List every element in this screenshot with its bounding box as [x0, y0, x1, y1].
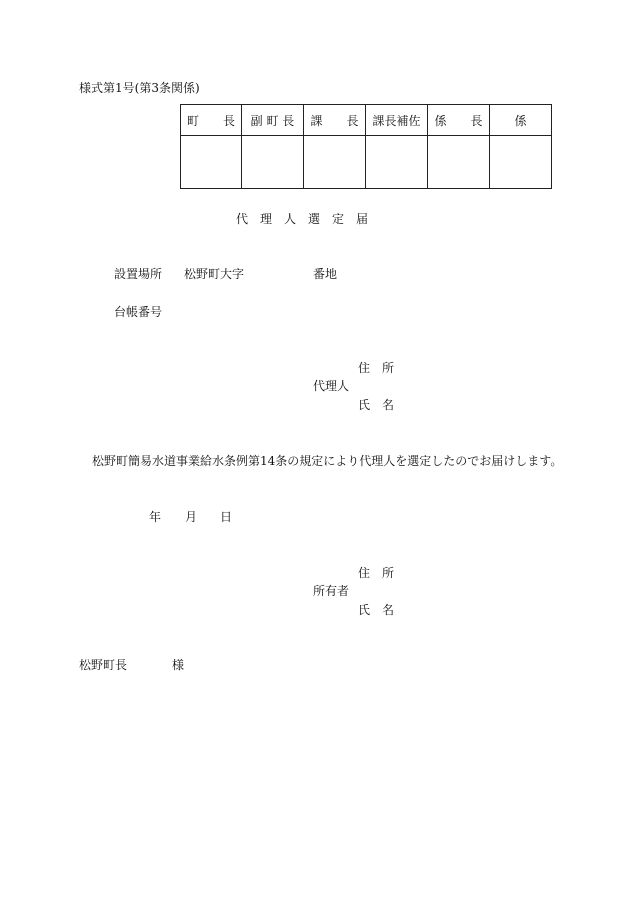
owner-address-label: 住 所 — [358, 566, 395, 580]
approval-seal-row — [181, 136, 552, 189]
approval-header-subsection-chief: 係 長 — [428, 105, 490, 136]
approval-seal-cell — [304, 136, 366, 189]
approval-stamp-table — [180, 104, 552, 189]
approval-header-row — [181, 105, 552, 136]
approval-seal-cell — [490, 136, 552, 189]
date-month: 月 — [185, 510, 198, 524]
date-year: 年 — [149, 510, 162, 524]
location-suffix: 番地 — [313, 267, 338, 281]
approval-header-town-mayor: 町 長 — [181, 105, 242, 136]
form-number: 様式第1号(第3条関係) — [79, 81, 200, 95]
approval-header-deputy-mayor: 副 町 長 — [242, 105, 304, 136]
document-title: 代 理 人 選 定 届 — [236, 212, 369, 226]
agent-role-label: 代理人 — [313, 379, 350, 393]
approval-seal-cell — [242, 136, 304, 189]
addressee-honorific: 様 — [172, 658, 185, 672]
approval-seal-cell — [428, 136, 490, 189]
statement-text: 松野町簡易水道事業給水条例第14条の規定により代理人を選定したのでお届けします。 — [92, 454, 563, 468]
approval-header-section-chief: 課 長 — [304, 105, 366, 136]
approval-seal-cell — [366, 136, 428, 189]
approval-header-assistant-chief: 課長補佐 — [366, 105, 428, 136]
agent-name-label: 氏 名 — [358, 398, 395, 412]
agent-address-label: 住 所 — [358, 361, 395, 375]
addressee-name: 松野町長 — [79, 658, 128, 672]
date-day: 日 — [220, 510, 233, 524]
approval-header-staff: 係 — [490, 105, 552, 136]
owner-role-label: 所有者 — [313, 584, 350, 598]
ledger-label: 台帳番号 — [114, 305, 163, 319]
location-town: 松野町大字 — [184, 267, 245, 281]
location-label: 設置場所 — [114, 267, 163, 281]
owner-name-label: 氏 名 — [358, 603, 395, 617]
approval-seal-cell — [181, 136, 242, 189]
